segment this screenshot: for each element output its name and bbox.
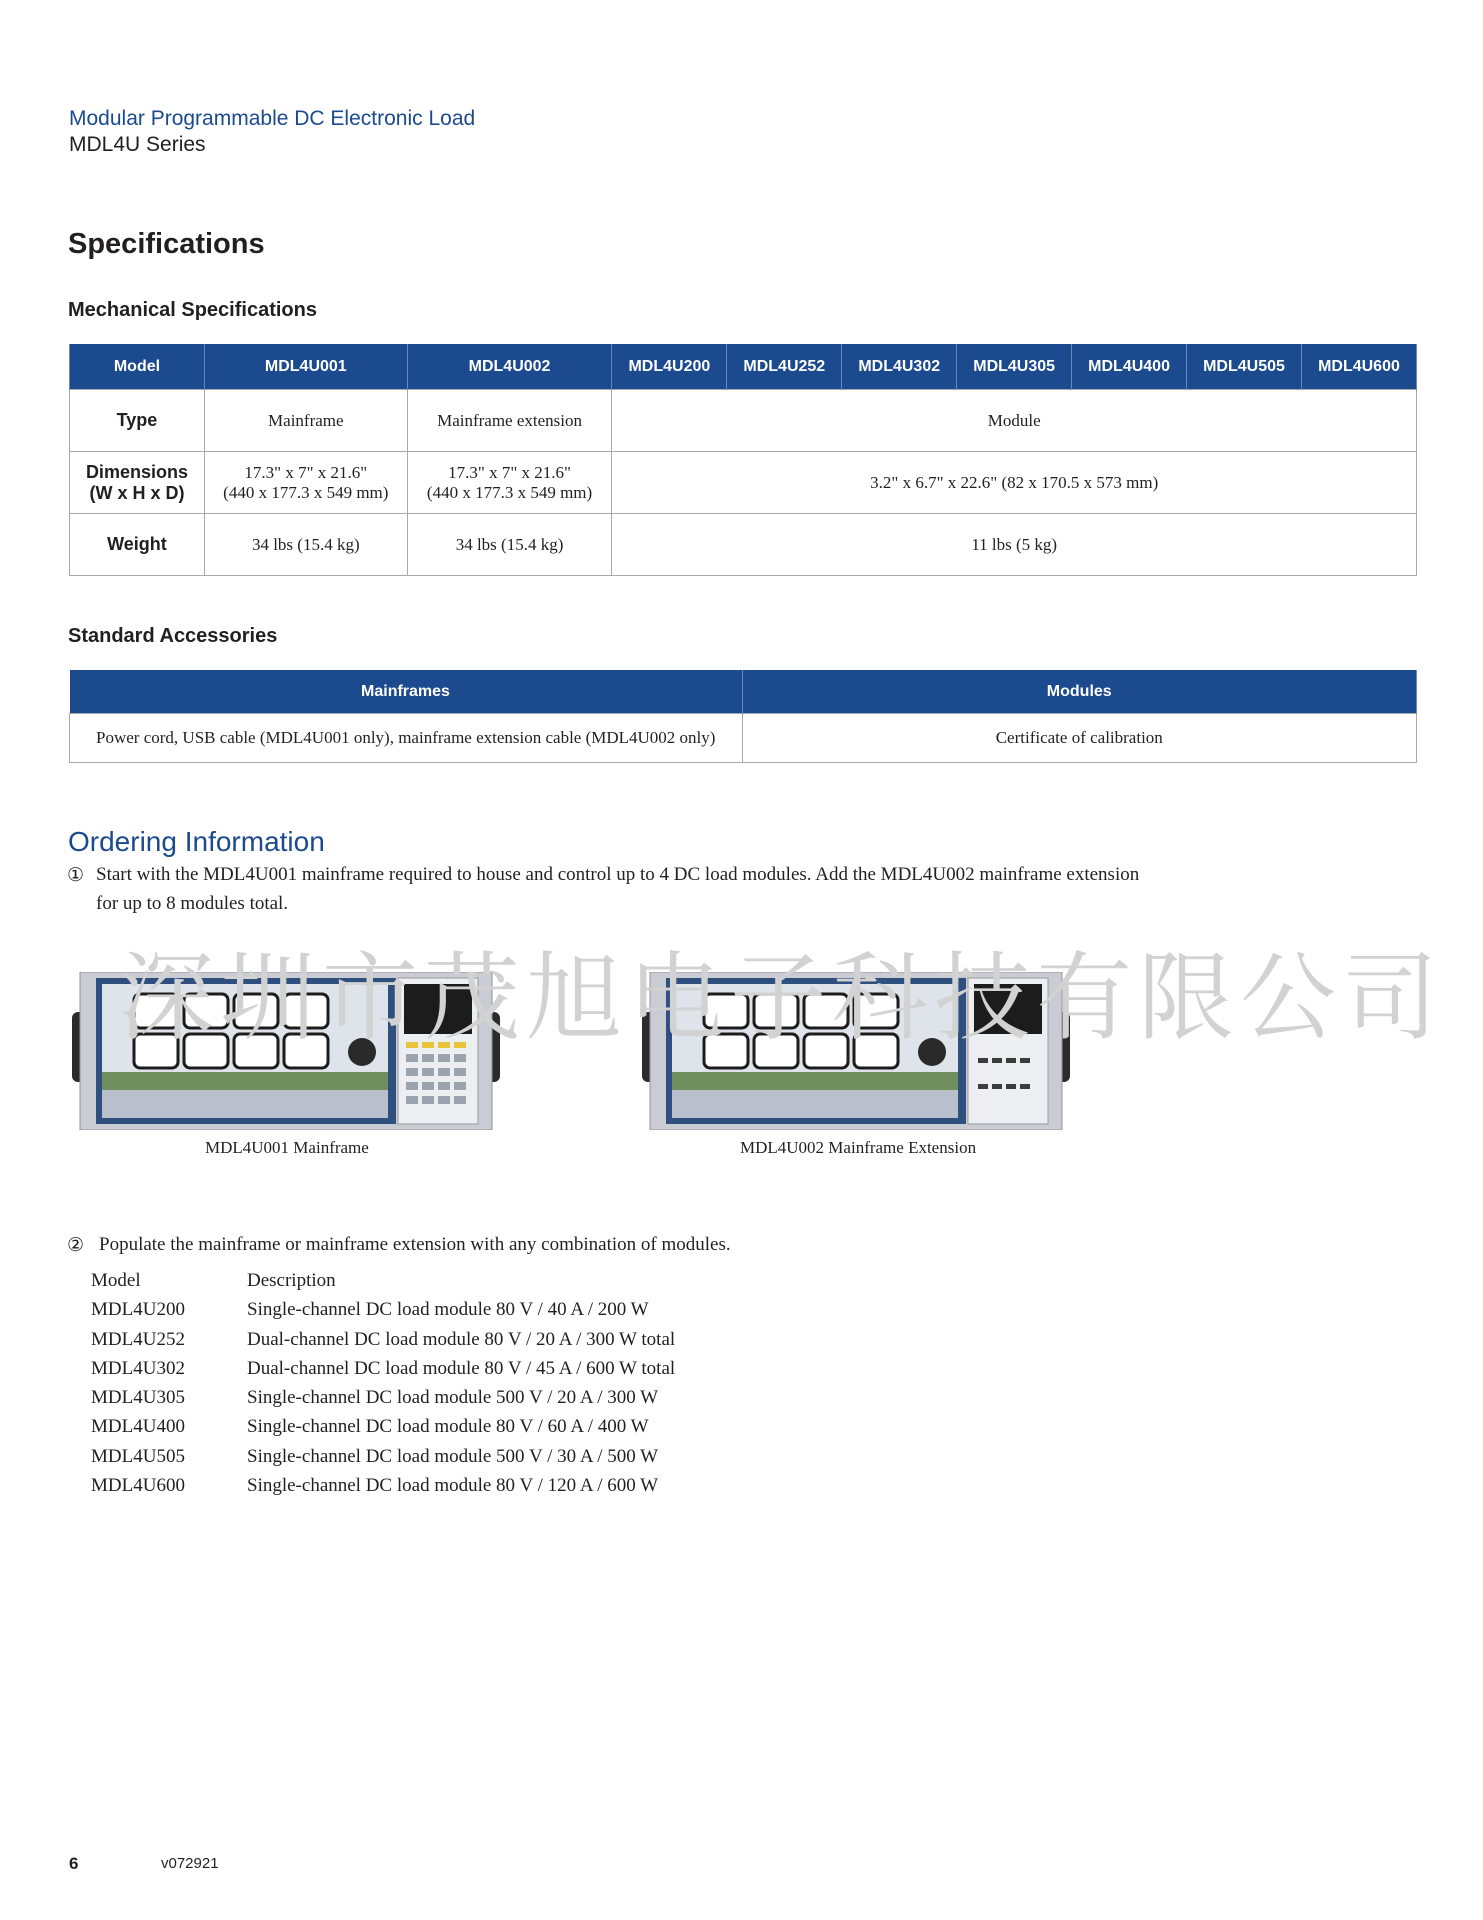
list-item <box>91 1412 675 1441</box>
modules-accessories: Certificate of calibration <box>742 714 1417 763</box>
table-header-row <box>70 344 1417 390</box>
dim-label-line1: Dimensions <box>85 461 188 482</box>
header-cell: MDL4U001 <box>204 344 407 390</box>
type-mdl4u001: Mainframe <box>204 390 407 452</box>
table-header-row <box>70 670 1417 714</box>
dim-001-inches: 17.3" x 7" x 21.6" <box>244 462 368 482</box>
module-list <box>91 1266 675 1500</box>
header-cell: MDL4U600 <box>1301 344 1416 390</box>
dim-mdl4u002 <box>407 452 612 514</box>
table-row <box>70 514 1417 576</box>
header-cell: MDL4U200 <box>612 344 727 390</box>
step2-text: Populate the mainframe or mainframe extension with any combination of modules. <box>99 1234 731 1255</box>
list-item <box>91 1442 675 1471</box>
dim-label-line2: (W x H x D) <box>89 482 185 503</box>
list-header-description: Description <box>247 1270 336 1291</box>
row-label-type: Type <box>70 390 205 452</box>
table-row <box>70 714 1417 763</box>
header-cell: Model <box>70 344 205 390</box>
type-mdl4u002: Mainframe extension <box>407 390 612 452</box>
accessories-table <box>69 670 1417 763</box>
module-model: MDL4U200 <box>91 1299 185 1321</box>
table-row <box>70 452 1417 514</box>
header-cell: MDL4U302 <box>842 344 957 390</box>
mechanical-spec-table <box>69 344 1417 576</box>
list-item <box>91 1295 675 1324</box>
dim-002-mm: (440 x 177.3 x 549 mm) <box>426 482 593 502</box>
list-item <box>91 1354 675 1383</box>
document-title: Modular Programmable DC Electronic Load <box>69 107 476 130</box>
header-cell: MDL4U252 <box>727 344 842 390</box>
dim-modules: 3.2" x 6.7" x 22.6" (82 x 170.5 x 573 mm) <box>612 452 1417 514</box>
module-description: Single-channel DC load module 500 V / 20 A / 300 W <box>247 1387 659 1409</box>
module-description: Dual-channel DC load module 80 V / 45 A / 600 W total <box>247 1357 676 1379</box>
step1-line2: for up to 8 modules total. <box>96 893 289 914</box>
page-number: 6 <box>69 1854 79 1873</box>
module-model: MDL4U600 <box>91 1475 185 1497</box>
module-description: Single-channel DC load module 80 V / 40 A / 200 W <box>247 1299 649 1321</box>
step1-line1: Start with the MDL4U001 mainframe required to house and control up to 4 DC load modules. Add the MDL4U002 mainframe extension <box>96 864 1140 885</box>
module-model: MDL4U505 <box>91 1445 185 1467</box>
ordering-title: Ordering Information <box>68 826 325 857</box>
module-model: MDL4U302 <box>91 1357 185 1379</box>
row-label-dimensions <box>70 452 205 514</box>
mainframes-accessories: Power cord, USB cable (MDL4U001 only), mainframe extension cable (MDL4U002 only) <box>70 714 743 763</box>
section-title: Specifications <box>68 228 265 260</box>
version-label: v072921 <box>161 1855 219 1872</box>
header-cell: MDL4U505 <box>1187 344 1302 390</box>
module-model: MDL4U400 <box>91 1416 185 1438</box>
weight-modules: 11 lbs (5 kg) <box>612 514 1417 576</box>
module-model: MDL4U305 <box>91 1387 185 1409</box>
list-header-model: Model <box>91 1270 141 1291</box>
type-modules: Module <box>612 390 1417 452</box>
header-cell: MDL4U002 <box>407 344 612 390</box>
module-description: Dual-channel DC load module 80 V / 20 A / 300 W total <box>247 1328 676 1350</box>
caption-extension: MDL4U002 Mainframe Extension <box>740 1138 977 1157</box>
module-model: MDL4U252 <box>91 1328 185 1350</box>
module-description: Single-channel DC load module 80 V / 60 A / 400 W <box>247 1416 649 1438</box>
header-cell-modules: Modules <box>742 670 1417 714</box>
watermark: 深圳市茂旭电子科技有限公司 <box>118 942 1444 1054</box>
step2-marker: ② <box>67 1235 85 1256</box>
dim-001-mm: (440 x 177.3 x 549 mm) <box>223 482 389 502</box>
accessories-title: Standard Accessories <box>68 625 278 647</box>
dim-002-inches: 17.3" x 7" x 21.6" <box>448 462 571 482</box>
module-description: Single-channel DC load module 80 V / 120 A / 600 W <box>247 1475 659 1497</box>
mechanical-title: Mechanical Specifications <box>68 299 317 321</box>
header-cell: MDL4U400 <box>1072 344 1187 390</box>
list-item <box>91 1383 675 1412</box>
step1-marker: ① <box>67 865 85 886</box>
caption-mainframe: MDL4U001 Mainframe <box>205 1138 369 1157</box>
weight-mdl4u002: 34 lbs (15.4 kg) <box>407 514 612 576</box>
dim-mdl4u001 <box>204 452 407 514</box>
list-header <box>91 1266 675 1295</box>
list-item <box>91 1471 675 1500</box>
list-item <box>91 1325 675 1354</box>
series-name: MDL4U Series <box>69 133 206 156</box>
module-description: Single-channel DC load module 500 V / 30 A / 500 W <box>247 1445 659 1467</box>
header-cell-mainframes: Mainframes <box>70 670 743 714</box>
table-row <box>70 390 1417 452</box>
weight-mdl4u001: 34 lbs (15.4 kg) <box>204 514 407 576</box>
header-cell: MDL4U305 <box>957 344 1072 390</box>
row-label-weight: Weight <box>70 514 205 576</box>
